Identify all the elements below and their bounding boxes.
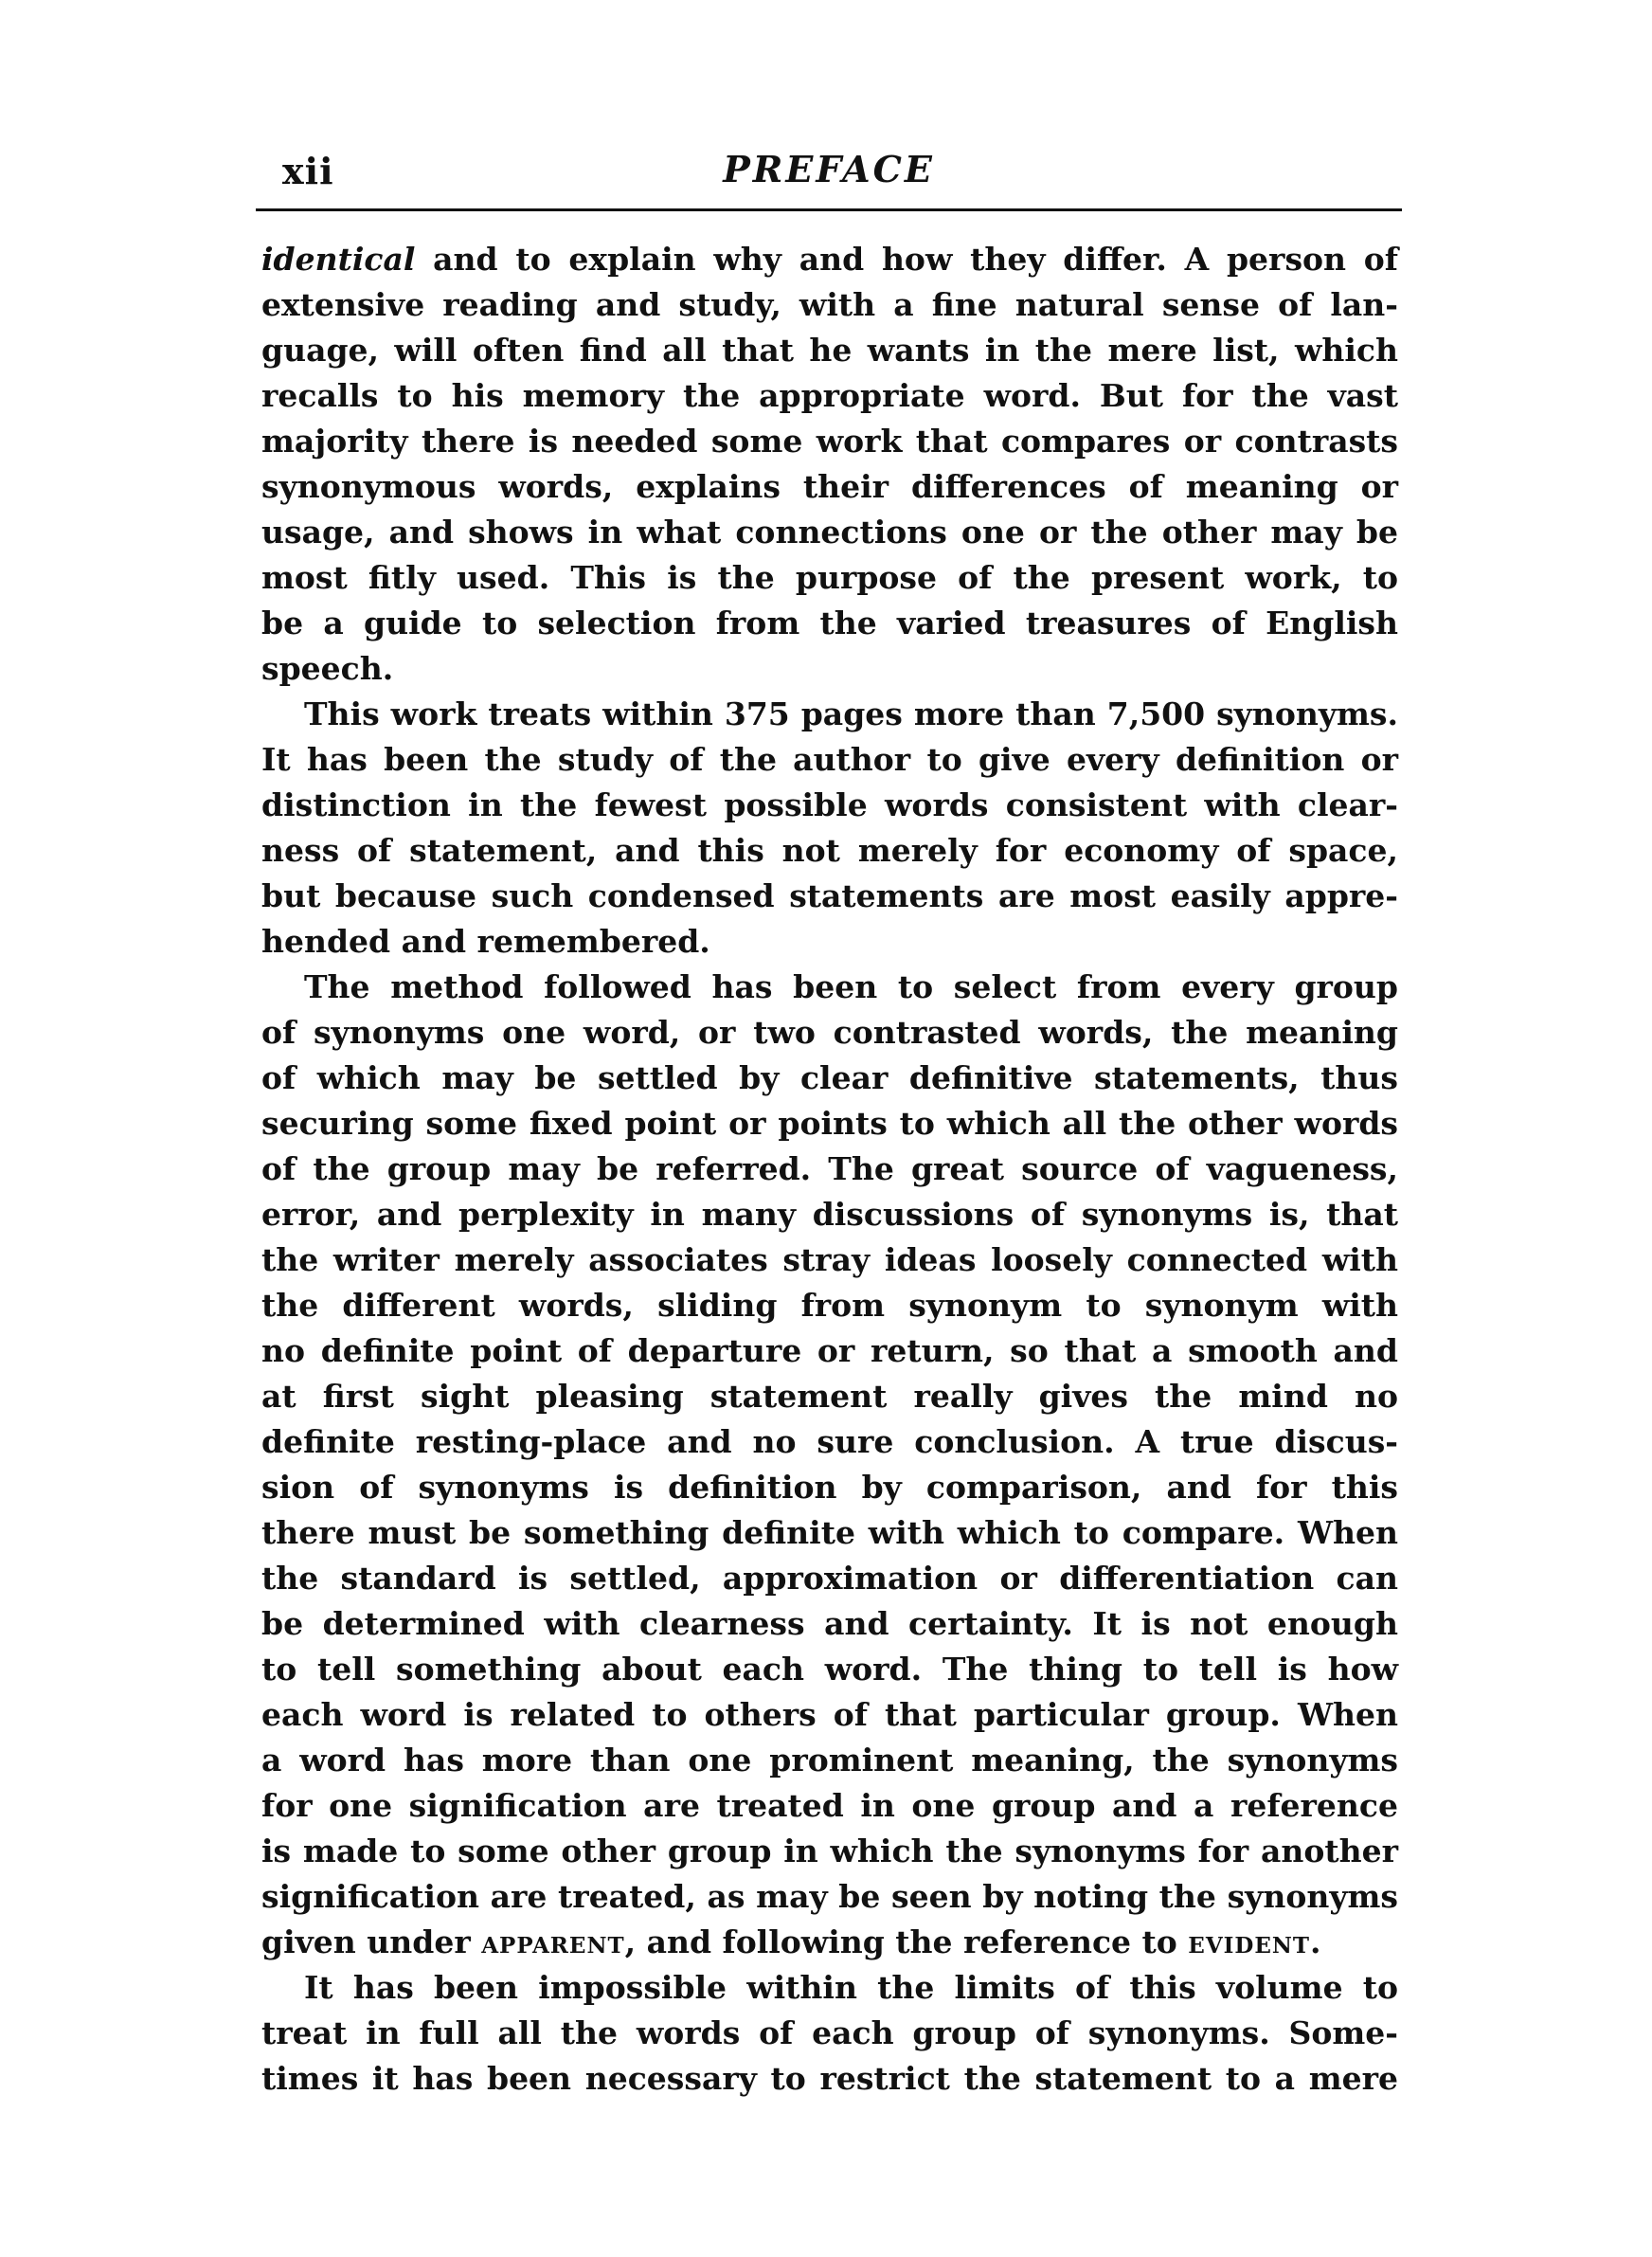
text-line: a word has more than one prominent meaning, the synonyms [261,1742,1398,1779]
italic-word: identical [261,241,416,278]
text-line: error, and perplexity in many discussions of synonyms is, that [261,1196,1398,1233]
text-line: times it has been necessary to restrict the statement to a mere [261,2060,1398,2097]
text-line: treat in full all the words of each group of synonyms. Some- [261,2014,1398,2051]
text-line: at first sight pleasing statement really gives the mind no [261,1378,1398,1415]
text-line: usage, and shows in what connections one or the other may be [261,514,1398,551]
text-line: given under apparent, and following the reference to evident. [261,1923,1321,1960]
header-rule [256,208,1402,211]
text-line: of the group may be referred. The great source of vagueness, [261,1150,1398,1187]
cross-reference-apparent: apparent [481,1923,625,1960]
paragraph-start: It has been impossible within the limits of this volume to [304,1969,1398,2006]
text-line: signification are treated, as may be seen by noting the synonyms [261,1878,1398,1915]
text-line: definite resting-place and no sure conclusion. A true discus- [261,1423,1398,1460]
page-number: xii [282,150,334,192]
text-line: It has been the study of the author to give every definition or [261,741,1398,778]
text-line: each word is related to others of that particular group. When [261,1696,1398,1733]
page-header [256,140,1402,207]
text-line: speech. [261,650,394,687]
text-line: recalls to his memory the appropriate word. But for the vast [261,377,1398,414]
text-line: the different words, sliding from synonym to synonym with [261,1287,1398,1324]
text-line: synonymous words, explains their differences of meaning or [261,468,1398,505]
text-line: ness of statement, and this not merely for economy of space, [261,832,1398,869]
text-line: distinction in the fewest possible words consistent with clear- [261,786,1398,823]
text-line: majority there is needed some work that compares or contrasts [261,423,1398,460]
text-line: extensive reading and study, with a fine natural sense of lan- [261,286,1398,323]
text-line: guage, will often find all that he wants in the mere list, which [261,332,1398,369]
paragraph-start: This work treats within 375 pages more than 7,500 synonyms. [304,695,1398,732]
text-line: there must be something definite with which to compare. When [261,1514,1398,1551]
text-line: the writer merely associates stray ideas loosely connected with [261,1241,1398,1278]
text-line: most fitly used. This is the purpose of the present work, to [261,559,1398,596]
text-line: securing some fixed point or points to which all the other words [261,1105,1398,1142]
text-line: hended and remembered. [261,923,710,960]
running-head: PREFACE [723,148,935,190]
text-line: of which may be settled by clear definitive statements, thus [261,1059,1398,1096]
text-line: be a guide to selection from the varied treasures of English [261,605,1398,641]
text-line: sion of synonyms is definition by comparison, and for this [261,1469,1398,1506]
text-line: but because such condensed statements are most easily appre- [261,877,1398,914]
text-line: no definite point of departure or return, so that a smooth and [261,1332,1398,1369]
text-line: the standard is settled, approximation or differentiation can [261,1560,1398,1597]
paragraph-start: The method followed has been to select from every group [304,968,1398,1005]
text-line: of synonyms one word, or two contrasted words, the meaning [261,1014,1398,1051]
body-text [261,237,1398,2102]
text-line: for one signification are treated in one group and a reference [261,1787,1398,1824]
text-line: be determined with clearness and certainty. It is not enough [261,1605,1398,1642]
text-line: to tell something about each word. The thing to tell is how [261,1651,1398,1688]
text-line: identical and to explain why and how they differ. A person of [261,241,1398,278]
text-line: is made to some other group in which the synonyms for another [261,1833,1398,1869]
cross-reference-evident: evident [1188,1923,1311,1960]
